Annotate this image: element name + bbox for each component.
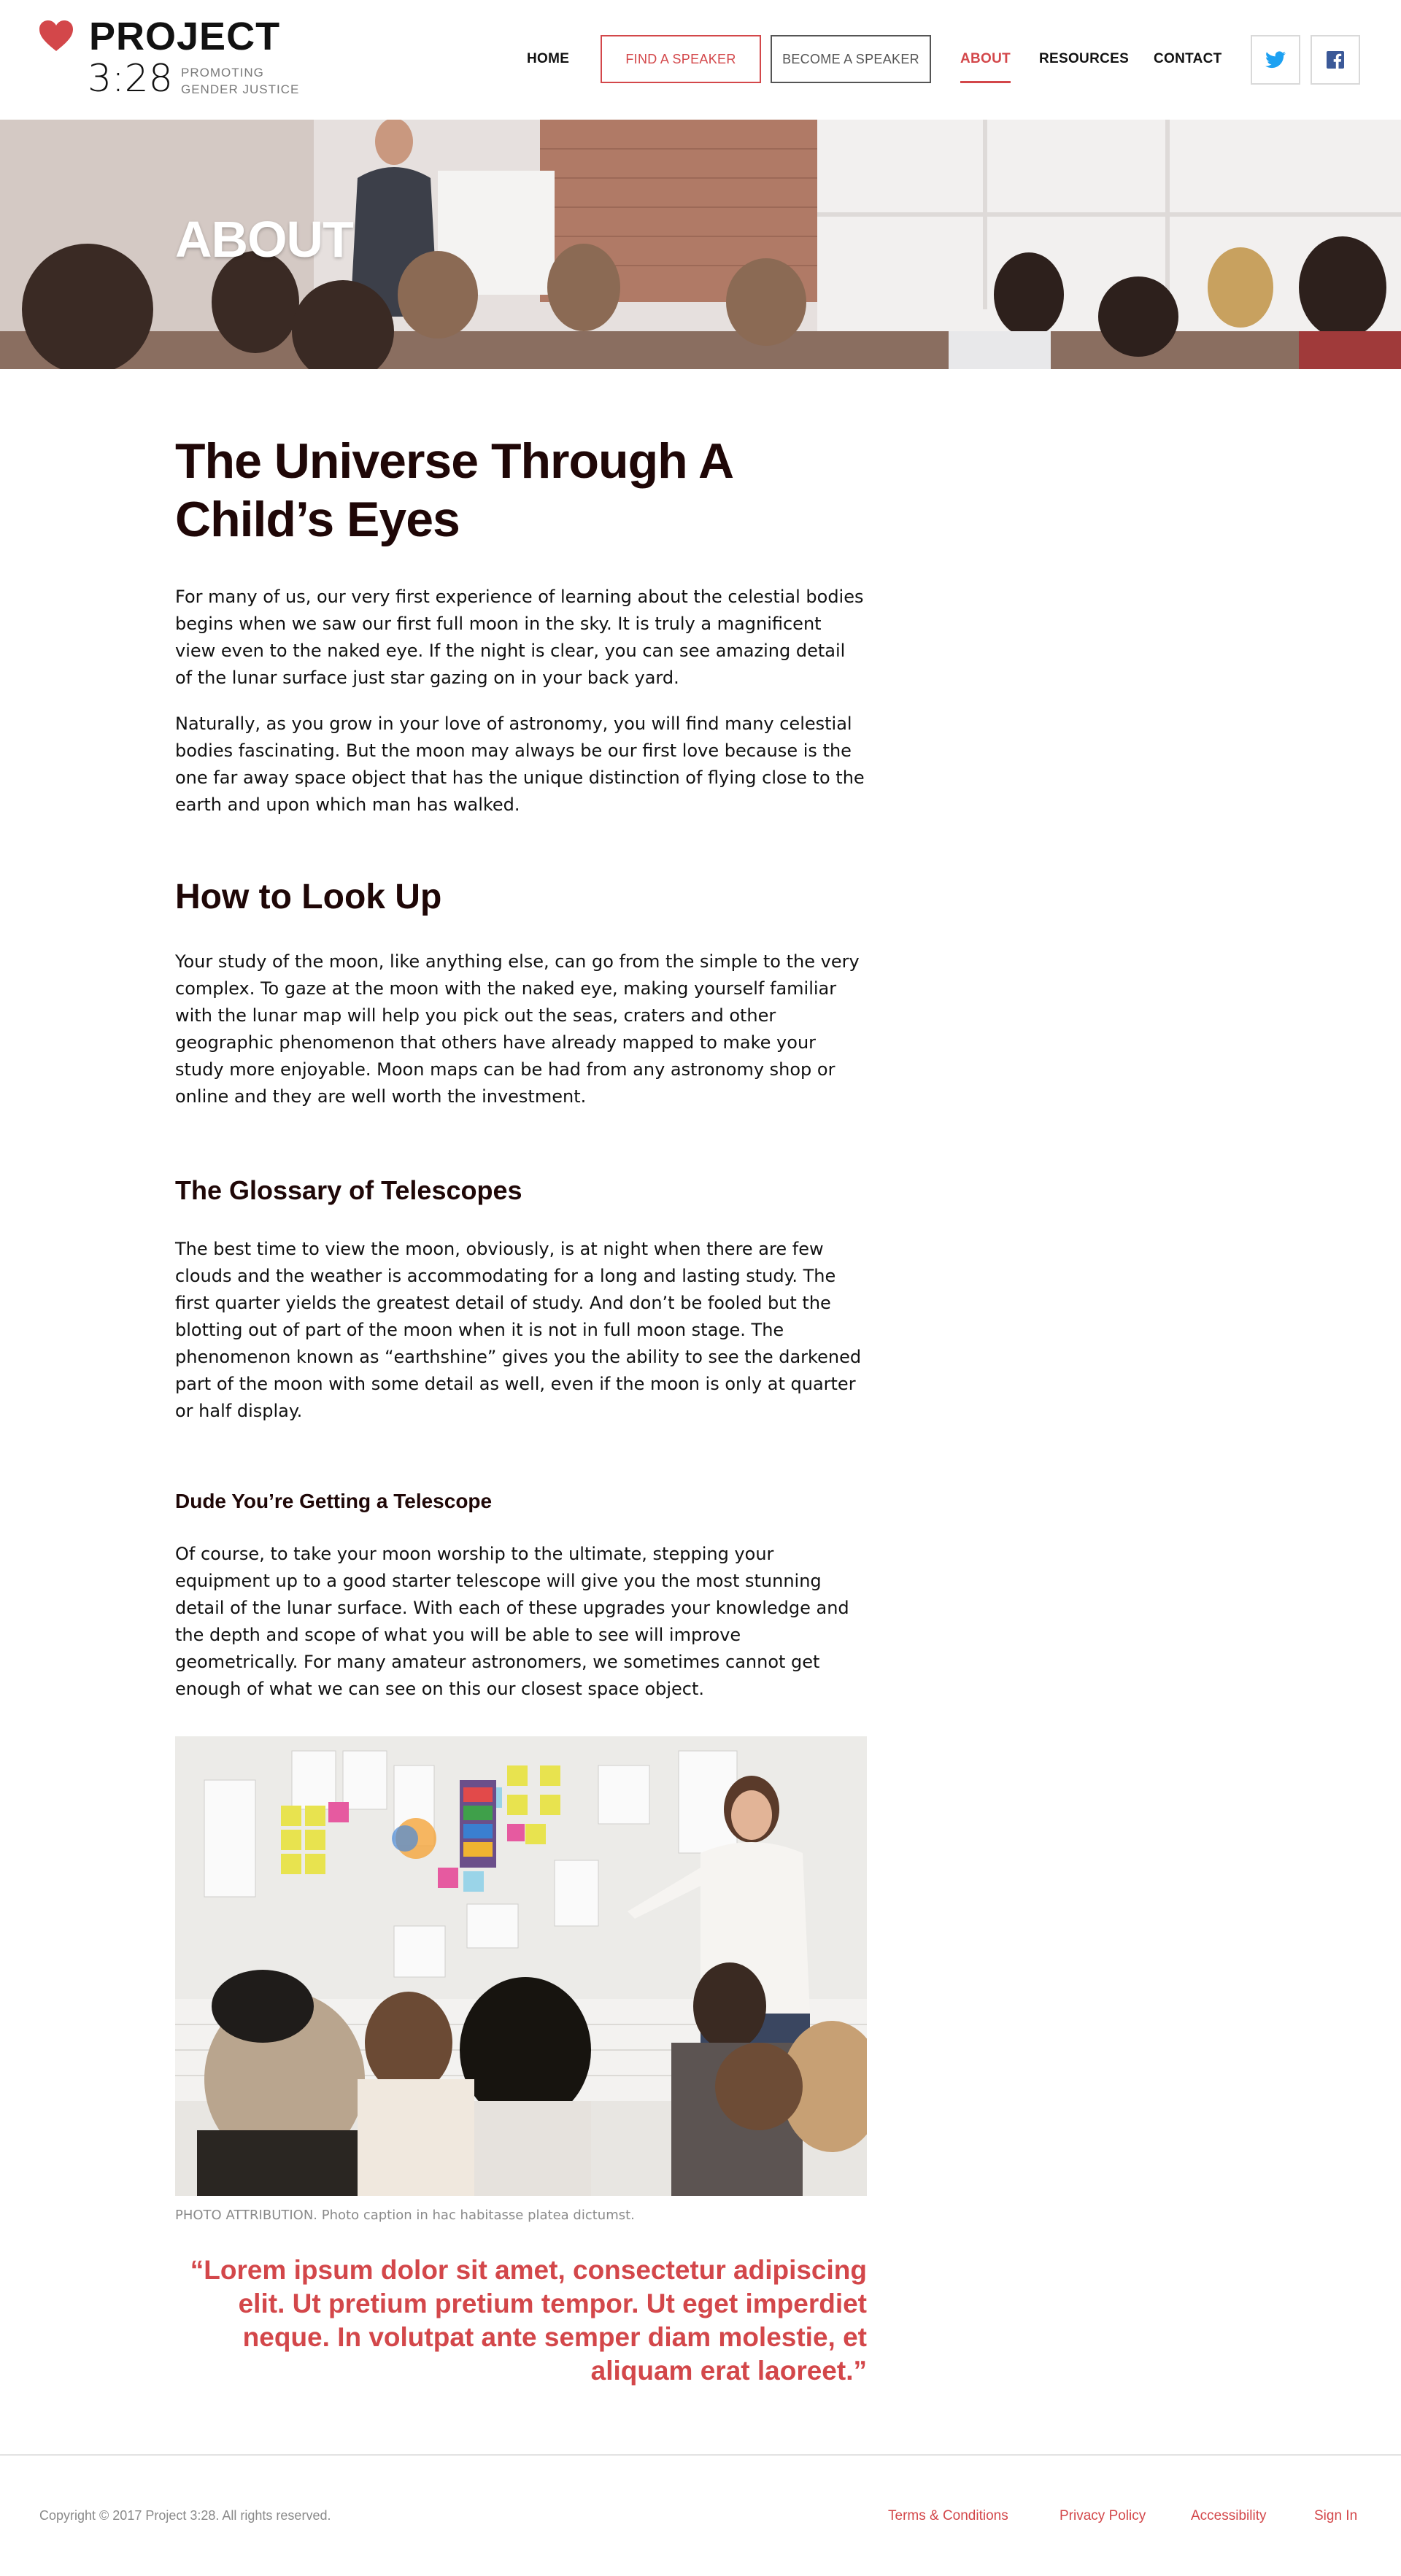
hero-banner: [0, 120, 1401, 369]
heart-icon: [38, 19, 74, 53]
article-photo: [175, 1736, 867, 2196]
logo-tagline-line-1: PROMOTING: [181, 66, 264, 80]
subsection-heading: The Glossary of Telescopes: [175, 1175, 522, 1205]
footer-link-accessibility[interactable]: Accessibility: [1191, 2508, 1267, 2523]
site-header: [0, 0, 1401, 120]
nav-about[interactable]: ABOUT: [960, 35, 1011, 83]
footer-link-terms[interactable]: Terms & Conditions: [888, 2508, 1008, 2523]
minor-heading: Dude You’re Getting a Telescope: [175, 1490, 493, 1512]
footer-link-privacy[interactable]: Privacy Policy: [1060, 2508, 1146, 2523]
article-paragraph: Your study of the moon, like anything else, can go from the simple to the very complex. To gaze at the moon with the naked eye, making yourself familiar with the lunar map will help you pick out the seas, craters and other geographic phenomenon that others have already mapped to make your study more enjoyable. Moon maps can be had from any astronomy shop or online and they are well worth the investment.: [175, 951, 860, 1107]
section-heading: How to Look Up: [175, 878, 442, 916]
site-logo[interactable]: [38, 16, 315, 104]
article-paragraph: Of course, to take your moon worship to the ultimate, stepping your equipment up to a good starter telescope will give you the most stunning detail of the lunar surface. With each of these upgrades your knowledge and the depth and scope of what you will be able to see will improve geometrically. For many amateur astronomers, we sometimes cannot get enough of what we can see on this our closest space object.: [175, 1544, 849, 1699]
facebook-icon: [1327, 51, 1344, 69]
presentation-photo: [175, 1736, 867, 2196]
twitter-icon: [1265, 51, 1286, 69]
site-footer: [0, 2454, 1401, 2576]
logo-tagline: [181, 64, 299, 98]
article-title: The Universe Through A Child’s Eyes: [175, 433, 732, 547]
find-speaker-button[interactable]: FIND A SPEAKER: [601, 35, 761, 83]
pull-quote: “Lorem ipsum dolor sit amet, consectetur adipiscing elit. Ut pretium pretium tempor. Ut eget imperdiet neque. In volutpat ante semper diam molestie, et aliquam erat laoreet.”: [190, 2255, 867, 2386]
logo-number: 3:28: [88, 57, 173, 101]
article-paragraph: Naturally, as you grow in your love of astronomy, you will find many celestial bodies fascinating. But the moon may always be our first love because is the one far away space object that has the unique distinction of flying close to the earth and upon which man has walked.: [175, 713, 865, 815]
footer-link-signin[interactable]: Sign In: [1314, 2508, 1358, 2523]
page-title: ABOUT: [175, 211, 353, 268]
nav-home[interactable]: HOME: [527, 51, 570, 66]
twitter-button[interactable]: [1251, 35, 1300, 85]
facebook-button[interactable]: [1311, 35, 1360, 85]
become-speaker-button[interactable]: BECOME A SPEAKER: [771, 35, 931, 83]
nav-contact[interactable]: CONTACT: [1154, 51, 1222, 66]
photo-caption: PHOTO ATTRIBUTION. Photo caption in hac habitasse platea dictumst.: [175, 2208, 635, 2223]
article-paragraph: For many of us, our very first experience of learning about the celestial bodies begins when we saw our first full moon in the sky. It is truly a magnificent view even to the naked eye. If the night is clear, you can see amazing detail of the lunar surface just star gazing on in your back yard.: [175, 587, 864, 688]
nav-resources[interactable]: RESOURCES: [1039, 51, 1130, 66]
logo-word: PROJECT: [89, 15, 281, 58]
copyright-text: Copyright © 2017 Project 3:28. All rights reserved.: [39, 2508, 331, 2523]
logo-tagline-line-2: GENDER JUSTICE: [181, 82, 300, 96]
article-paragraph: The best time to view the moon, obviously, is at night when there are few clouds and the weather is accommodating for a long and lasting study. The first quarter yields the greatest detail of study. And don’t be fooled but the blotting out of part of the moon when it is not in full moon stage. The phenomenon known as “earthshine” gives you the ability to see the darkened part of the moon with some detail as well, even if the moon is only at quarter or half display.: [175, 1239, 862, 1421]
